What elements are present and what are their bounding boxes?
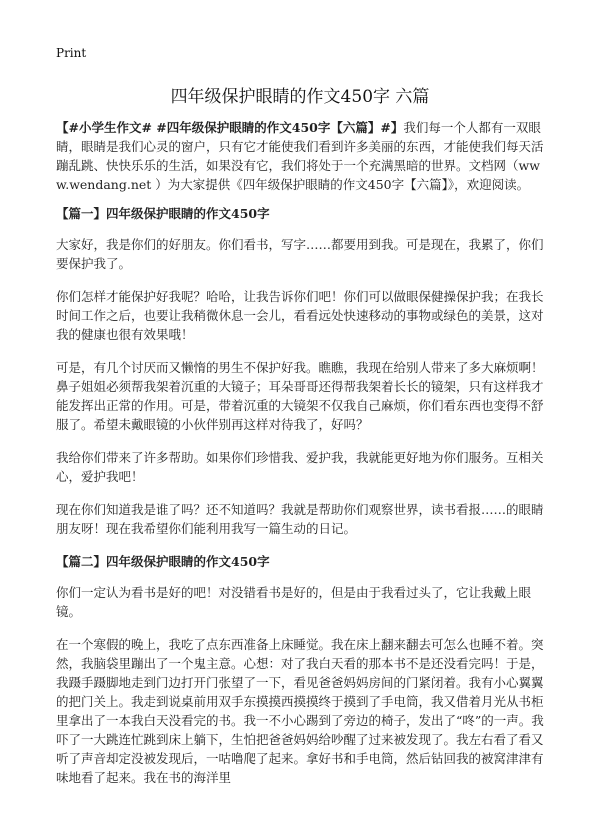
intro-text: 我们每一个人都有一双眼睛，眼睛是我们心灵的窗户，只有它才能使我们看到许多美丽的东西，才能使我们每天活蹦乱跳、快快乐乐的生活，如果没有它，我们将处于一个充满黑暗的世界。文档网（www.wendang.net ）为大家提供《四年级保护眼睛的作文450字【六篇】》，欢迎阅读。 [56, 120, 544, 192]
print-link[interactable]: Print [56, 46, 87, 60]
section-1-paragraph-3: 可是，有几个讨厌而又懒惰的男生不保护好我。瞧瞧，我现在给别人带来了多大麻烦啊！鼻子姐姐必须帮我架着沉重的大镜子；耳朵哥哥还得帮我架着长长的镜架，只有这样我才能发挥出正常的作用。可是，带着沉重的大镜架不仅我自己麻烦，你们看东西也变得不舒服了。希望未戴眼镜的小伙伴别再这样对待我了，好吗？ [56, 360, 544, 432]
section-1-paragraph-2: 你们怎样才能保护好我呢？哈哈，让我告诉你们吧！你们可以做眼保健操保护我；在我长时间工作之后，也要让我稍微休息一会儿，看看远处快速移动的事物或绿色的美景，这对我的健康也很有效果哦！ [56, 289, 544, 342]
section-2-paragraph-2: 在一个寒假的晚上，我吃了点东西准备上床睡觉。我在床上翻来翻去可怎么也睡不着。突然，我脑袋里蹦出了一个鬼主意。心想：对了我白天看的那本书不是还没看完吗！于是，我蹑手蹑脚地走到门边打开门张望了一下，看见爸爸妈妈房间的门紧闭着。我有小心翼翼的把门关上。我走到说桌前用双手东摸摸西摸摸终于摸到了手电筒，我又借着月光从书柜里拿出了一本我白天没看完的书。我一不小心踢到了旁边的椅子，发出了“咚”的一声。我吓了一大跳连忙跳到床上躺下，生怕把爸爸妈妈给吵醒了过来被发现了。我左右看了看又听了声音却定没被发现后，一咕噜爬了起来。拿好书和手电筒，然后钻回我的被窝津津有味地看了起来。我在书的海洋里 [56, 637, 544, 785]
article-body [56, 118, 548, 801]
section-1-paragraph-4: 我给你们带来了许多帮助。如果你们珍惜我、爱护我，我就能更好地为你们服务。互相关心，爱护我吧！ [56, 450, 544, 484]
section-1-paragraph-5: 现在你们知道我是谁了吗？还不知道吗？我就是帮助你们观察世界，读书看报……的眼睛朋友呀！现在我希望你们能利用我写一篇生动的日记。 [56, 502, 544, 536]
section-2-heading: 【篇二】四年级保护眼睛的作文450字 [56, 554, 270, 569]
section-2-paragraph-1: 你们一定认为看书是好的吧！对没错看书是好的，但是由于我看过头了，它让我戴上眼镜。 [56, 585, 532, 619]
intro-tags: 【#小学生作文# #四年级保护眼睛的作文450字【六篇】#】 [56, 120, 404, 135]
section-1-paragraph-1: 大家好，我是你们的好朋友。你们看书，写字……都要用到我。可是现在，我累了，你们要保护我了。 [56, 237, 544, 271]
intro-paragraph [56, 118, 548, 194]
section-1-heading: 【篇一】四年级保护眼睛的作文450字 [56, 206, 270, 221]
page-title: 四年级保护眼睛的作文450字 六篇 [170, 87, 430, 107]
